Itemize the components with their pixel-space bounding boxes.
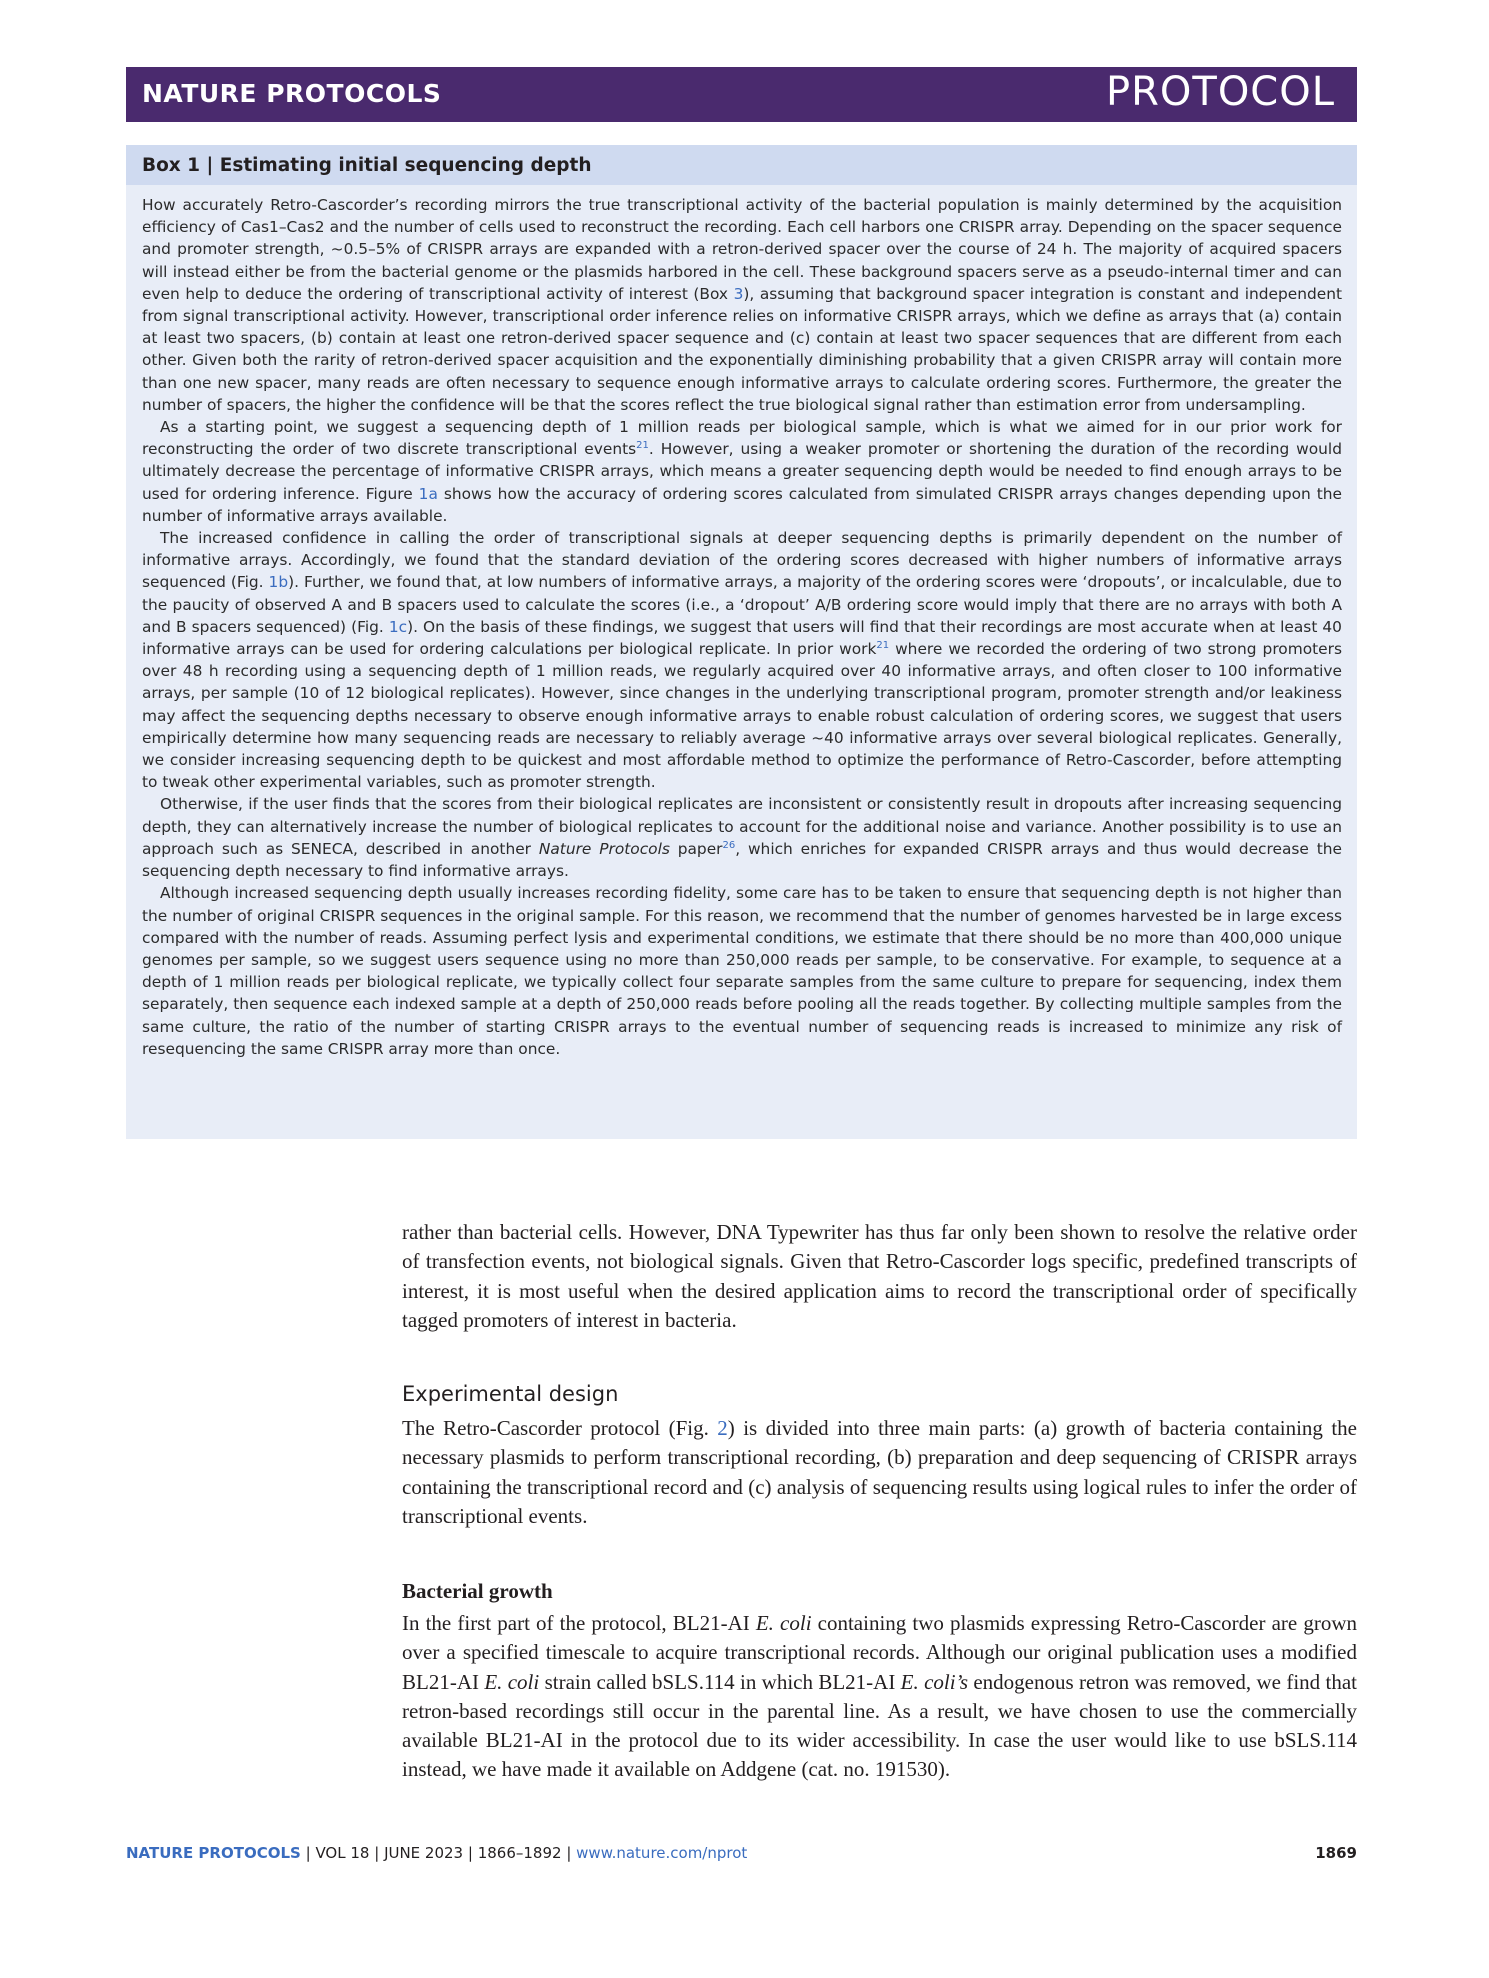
footer-volume: VOL 18 xyxy=(315,1844,370,1862)
footer-citation: NATURE PROTOCOLS | VOL 18 | JUNE 2023 | 1866–1892 | www.nature.com/nprot xyxy=(126,1844,748,1862)
journal-header-bar xyxy=(126,67,1357,122)
box-paragraph-5: Although increased sequencing depth usually increases recording fidelity, some care has to be taken to ensure that sequencing depth is not higher than the number of original CRISPR sequences in the original sample. For this reason, we recommend that the number of genomes harvested be in large excess compared with the number of reads. Assuming perfect lysis and experimental conditions, we estimate that there should be no more than 400,000 unique genomes per sample, so we suggest users sequence using no more than 250,000 reads per sample, to be conservative. For example, to sequence at a depth of 1 million reads per biological replicate, we typically collect four separate samples from the same culture to prepare for sequencing, index them separately, then sequence each indexed sample at a depth of 250,000 reads before pooling all the reads together. By collecting multiple samples from the same culture, the ratio of the number of starting CRISPR arrays to the eventual number of sequencing reads is increased to minimize any risk of resequencing the same CRISPR array more than once. xyxy=(142,884,1342,1058)
footer-date: JUNE 2023 xyxy=(384,1844,464,1862)
figure-1c-link[interactable]: 1c xyxy=(388,617,408,636)
subsection-heading-bacterial-growth: Bacterial growth xyxy=(402,1579,553,1603)
figure-1b-link[interactable]: 1b xyxy=(268,573,289,592)
journal-name: NATURE PROTOCOLS xyxy=(142,79,442,108)
box-paragraph-4: Otherwise, if the user finds that the scores from their biological replicates are inconsistent or consistently result in dropouts after increasing sequencing depth, they can alternatively increase the number of biological replicates to account for the additional noise and variance. Another possibility is to use an approach such as SENECA, described in another Nature Protocols paper$^{26}$, which enriches for expanded CRISPR arrays and thus would decrease the sequencing depth necessary to find informative arrays. xyxy=(142,795,1342,881)
continued-paragraph: rather than bacterial cells. However, DNA Typewriter has thus far only been shown to resolve the relative order of transfection events, not biological signals. Given that Retro-Cascorder logs specific, predefined transcripts of interest, it is most useful when the desired application aims to record the transcriptional order of specifically tagged promoters of interest in bacteria. xyxy=(402,1220,1357,1332)
box-title-bar xyxy=(126,145,1357,185)
figure-1a-link[interactable]: 1a xyxy=(418,484,438,503)
footer-journal: NATURE PROTOCOLS xyxy=(126,1844,301,1862)
page-number: 1869 xyxy=(1315,1844,1357,1862)
page-footer xyxy=(126,1844,1357,1868)
section-heading-experimental-design: Experimental design xyxy=(402,1382,619,1406)
box-paragraph-1: How accurately Retro-Cascorder’s recording mirrors the true transcriptional activity of the bacterial population is mainly determined by the acquisition efficiency of Cas1–Cas2 and the number of cells used to reconstruct the recording. Each cell harbors one CRISPR array. Depending on the spacer sequence and promoter strength, ~0.5–5% of CRISPR arrays are expanded with a retron-derived spacer over the course of 24 h. The majority of acquired spacers will instead either be from the bacterial genome or the plasmids harbored in the cell. These background spacers serve as a pseudo-internal timer and can even help to deduce the ordering of transcriptional activity of interest (Box 3), assuming that background spacer integration is constant and independent from signal transcriptional activity. However, transcriptional order inference relies on informative CRISPR arrays, which we define as arrays that (a) contain at least two spacers, (b) contain at least one retron-derived spacer sequence and (c) contain at least two spacer sequences that are different from each other. Given both the rarity of retron-derived spacer acquisition and the exponentially diminishing probability that a given CRISPR array will contain more than one new spacer, many reads are often necessary to sequence enough informative arrays to calculate ordering scores. Furthermore, the greater the number of spacers, the higher the confidence will be that the scores reflect the true biological signal rather than estimation error from undersampling. xyxy=(142,196,1342,414)
box-body xyxy=(142,194,1342,1060)
article-type: PROTOCOL xyxy=(1105,69,1335,115)
box-3-link[interactable]: 3 xyxy=(733,284,744,303)
experimental-design-paragraph: The Retro-Cascorder protocol (Fig. 2) is divided into three main parts: (a) growth of bacteria containing the necessary plasmids to perform transcriptional recording, (b) preparation and deep sequencing of CRISPR arrays containing the transcriptional record and (c) analysis of sequencing results using logical rules to infer the order of transcriptional events. xyxy=(402,1416,1357,1528)
figure-2-link[interactable]: 2 xyxy=(717,1416,728,1440)
footer-url-link[interactable]: www.nature.com/nprot xyxy=(576,1844,748,1862)
reference-21-link[interactable]: 21 xyxy=(876,639,890,651)
footer-pages: 1866–1892 xyxy=(477,1844,562,1862)
reference-21-link[interactable]: 21 xyxy=(636,440,649,452)
box-title: Box 1 | Estimating initial sequencing depth xyxy=(142,155,592,176)
box-paragraph-2: As a starting point, we suggest a sequencing depth of 1 million reads per biological sample, which is what we aimed for in our prior work for reconstructing the order of two discrete transcriptional events$^{21}$. However, using a weaker promoter or shortening the duration of the recording would ultimately decrease the percentage of informative CRISPR arrays, which means a greater sequencing depth would be needed to find enough arrays to be used for ordering inference. Figure 1a shows how the accuracy of ordering scores calculated from simulated CRISPR arrays changes depending upon the number of informative arrays available. xyxy=(142,418,1342,525)
box-paragraph-3: The increased confidence in calling the order of transcriptional signals at deeper sequencing depths is primarily dependent on the number of informative arrays. Accordingly, we found that the standard deviation of the ordering scores decreased with higher numbers of informative arrays sequenced (Fig. 1b). Further, we found that, at low numbers of informative arrays, a majority of the ordering scores were ‘dropouts’, or incalculable, due to the paucity of observed A and B spacers used to calculate the scores (i.e., a ‘dropout’ A/B ordering score would imply that there are no arrays with both A and B spacers sequenced) (Fig. 1c). On the basis of these findings, we suggest that users will find that their recordings are most accurate when at least 40 informative arrays can be used for ordering calculations per biological replicate. In prior work$^{21}$ where we recorded the ordering of two strong promoters over 48 h recording using a sequencing depth of 1 million reads, we regularly acquired over 40 informative arrays, and often closer to 100 informative arrays, per sample (10 of 12 biological replicates). However, since changes in the underlying transcriptional program, promoter strength and/or leakiness may affect the sequencing depths necessary to observe enough informative arrays to enable robust calculation of ordering scores, we suggest that users empirically determine how many sequencing reads are necessary to reliably average ~40 informative arrays over several biological replicates. Generally, we consider increasing sequencing depth to be quickest and most affordable method to optimize the performance of Retro-Cascorder, before attempting to tweak other experimental variables, such as promoter strength. xyxy=(142,529,1342,792)
box-1 xyxy=(126,145,1357,1139)
reference-26-link[interactable]: 26 xyxy=(722,839,736,851)
bacterial-growth-paragraph: In the first part of the protocol, BL21-AI E. coli containing two plasmids expressing Retro-Cascorder are grown over a specified timescale to acquire transcriptional records. Although our original publication uses a modified BL21-AI E. coli strain called bSLS.114 in which BL21-AI E. coli’s endogenous retron was removed, we find that retron-based recordings still occur in the parental line. As a result, we have chosen to use the commercially available BL21-AI in the protocol due to its wider accessibility. In case the user would like to use bSLS.114 instead, we have made it available on Addgene (cat. no. 191530). xyxy=(402,1611,1357,1782)
